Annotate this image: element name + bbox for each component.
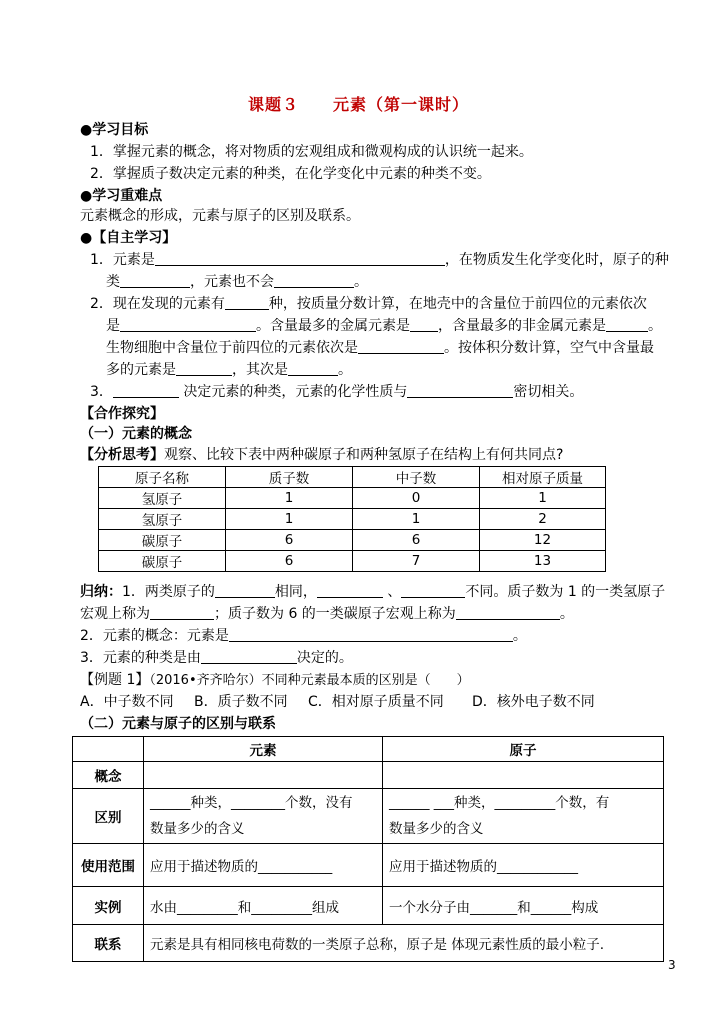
table-row (99, 551, 606, 572)
table-header-cell: 相对原子质量 (480, 467, 606, 488)
summary-text-f: ；质子数为 6 的一类碳原子宏观上称为 (214, 606, 456, 622)
blank[interactable] (155, 250, 445, 266)
concept-text-b: 。 (512, 628, 527, 644)
summary-label: 归纳： (80, 584, 122, 600)
element-atom-table (72, 736, 664, 962)
table-cell: 6 (353, 530, 480, 551)
q2-text-f: 。 (648, 318, 662, 334)
section-2-heading: （二）元素与原子的区别与联系 (80, 716, 276, 732)
option-b[interactable]: B．质子数不同 (194, 694, 288, 710)
q1-text-d: ，元素也不会 (190, 274, 274, 290)
self-study-q2-line4 (106, 360, 706, 380)
table-cell: 7 (353, 551, 480, 572)
summary-text-g: 。 (559, 606, 574, 622)
table-row (73, 844, 664, 887)
blank[interactable] (225, 294, 269, 310)
self-study-heading: ●【自主学习】 (80, 230, 177, 246)
self-study-q1-line1 (90, 250, 690, 270)
q2-text-a: 2．现在发现的元素有 (90, 296, 225, 312)
key-points-text: 元素概念的形成，元素与原子的区别及联系。 (80, 208, 360, 224)
table-cell: 0 (353, 488, 480, 509)
kind-line (80, 648, 680, 668)
blank[interactable] (456, 604, 560, 620)
option-a[interactable]: A．中子数不同 (80, 694, 174, 710)
concept-line (80, 626, 680, 646)
summary-line-1 (80, 582, 680, 602)
q2-text-c: 是 (106, 318, 120, 334)
table-row (99, 509, 606, 530)
cell-text: 数量多少的含义 (150, 821, 245, 837)
q1-text-a: 1．元素是 (90, 252, 155, 268)
table-cell: 6 (226, 551, 353, 572)
table-cell (144, 789, 383, 844)
row-header-link: 联系 (73, 925, 144, 962)
q2-text-d: 。含量最多的金属元素是 (256, 318, 410, 334)
table-cell: 6 (226, 530, 353, 551)
blank[interactable] (120, 272, 190, 288)
table-header-row (73, 737, 664, 762)
q3-text-c: 密切相关。 (513, 384, 584, 400)
blank[interactable] (410, 316, 438, 332)
analysis-text: 观察、比较下表中两种碳原子和两种氢原子在结构上有何共同点? (164, 447, 564, 463)
blank[interactable] (201, 648, 297, 664)
section-1-heading: （一）元素的概念 (80, 426, 192, 442)
q1-text-c: 类 (106, 274, 120, 290)
self-study-q3 (90, 382, 690, 402)
table-row (99, 488, 606, 509)
table-cell: 应用于描述物质的___________ (144, 844, 383, 887)
blank[interactable] (120, 316, 256, 332)
q3-text-b: 决定元素的种类，元素的化学性质与 (178, 384, 408, 400)
blank[interactable] (358, 338, 444, 354)
self-study-q2-line1 (90, 294, 690, 314)
blank[interactable] (288, 360, 338, 376)
cell-text: ______ ___种类，_________个数，有 (389, 795, 610, 811)
table-cell: 应用于描述物质的____________ (383, 844, 664, 887)
summary-text-a: 1．两类原子的 (122, 584, 215, 600)
summary-text-e: 宏观上称为 (80, 606, 150, 622)
self-study-q2-line3 (106, 338, 706, 358)
option-d[interactable]: D．核外电子数不同 (472, 694, 595, 710)
blank[interactable] (274, 272, 354, 288)
summary-text-c: 、 (382, 584, 402, 600)
q2-text-i: 多的元素是 (106, 362, 176, 378)
row-header-scope: 使用范围 (73, 844, 144, 887)
cell-text: 数量多少的含义 (389, 821, 484, 837)
table-row (99, 530, 606, 551)
q2-text-g: 生物细胞中含量位于前四位的元素依次是 (106, 340, 358, 356)
example-label: 【例题 1】 (80, 672, 150, 688)
table-cell: 氢原子 (99, 509, 226, 530)
table-cell: 碳原子 (99, 551, 226, 572)
blank[interactable] (176, 360, 232, 376)
row-header-difference: 区别 (73, 789, 144, 844)
blank[interactable] (215, 582, 275, 598)
summary-text-b: 相同， (274, 584, 317, 600)
blank[interactable] (113, 382, 179, 398)
table-cell[interactable] (383, 762, 664, 789)
q1-text-e: 。 (354, 274, 368, 290)
table-row (73, 762, 664, 789)
example-question (80, 670, 680, 690)
row-header-example: 实例 (73, 887, 144, 925)
example-options (80, 692, 680, 712)
kind-text-a: 3．元素的种类是由 (80, 650, 201, 666)
table-row (73, 887, 664, 925)
q2-text-h: 。按体积分数计算，空气中含量最 (444, 340, 654, 356)
table-cell: 氢原子 (99, 488, 226, 509)
concept-text-a: 2．元素的概念：元素是 (80, 628, 229, 644)
table-cell: 水由_________和_________组成 (144, 887, 383, 925)
column-header-atom: 原子 (383, 737, 664, 762)
table-cell: 元素是具有相同核电荷数的一类原子总称，原子是 体现元素性质的最小粒子. (144, 925, 664, 962)
q2-text-k: 。 (338, 362, 352, 378)
row-header-concept: 概念 (73, 762, 144, 789)
q1-text-b: ，在物质发生化学变化时，原子的种 (444, 252, 669, 268)
page-number: 3 (668, 958, 676, 972)
blank[interactable] (229, 626, 513, 642)
table-cell (383, 789, 664, 844)
table-header-row (99, 467, 606, 488)
table-cell[interactable] (144, 762, 383, 789)
self-study-q1-line2 (106, 272, 706, 292)
summary-text-d: 不同。质子数为 1 的一类氢原子 (465, 584, 666, 600)
table-corner-cell (73, 737, 144, 762)
goal-1: 1．掌握元素的概念，将对物质的宏观组成和微观构成的认识统一起来。 (90, 144, 533, 160)
table-header-cell: 中子数 (353, 467, 480, 488)
analysis-prompt (80, 445, 680, 465)
table-cell: 1 (353, 509, 480, 530)
table-cell: 1 (480, 488, 606, 509)
analysis-label: 【分析思考】 (80, 447, 164, 463)
table-cell: 1 (226, 509, 353, 530)
table-cell: 13 (480, 551, 606, 572)
blank[interactable] (317, 582, 383, 598)
blank[interactable] (407, 382, 513, 398)
q2-text-j: ，其次是 (232, 362, 288, 378)
table-header-cell: 原子名称 (99, 467, 226, 488)
table-cell: 碳原子 (99, 530, 226, 551)
q2-text-b: 种，按质量分数计算，在地壳中的含量位于前四位的元素依次 (268, 296, 647, 312)
q3-text-a: 3． (90, 384, 113, 400)
learning-goals-heading: ●学习目标 (80, 122, 149, 138)
kind-text-b: 决定的。 (296, 650, 353, 666)
q2-text-e: ，含量最多的非金属元素是 (438, 318, 606, 334)
table-cell: 2 (480, 509, 606, 530)
page-title: 课题３ 元素（第一课时） (247, 95, 469, 114)
summary-line-2 (80, 604, 680, 624)
self-study-q2-line2 (106, 316, 706, 336)
table-cell: 1 (226, 488, 353, 509)
option-c[interactable]: C．相对原子质量不同 (308, 694, 444, 710)
column-header-element: 元素 (144, 737, 383, 762)
atom-comparison-table (98, 466, 606, 572)
table-cell: 12 (480, 530, 606, 551)
key-points-heading: ●学习重难点 (80, 188, 163, 204)
blank[interactable] (401, 582, 465, 598)
goal-2: 2．掌握质子数决定元素的种类，在化学变化中元素的种类不变。 (90, 166, 491, 182)
table-row (73, 789, 664, 844)
cooperation-heading: 【合作探究】 (80, 406, 164, 422)
blank[interactable] (606, 316, 648, 332)
blank[interactable] (150, 604, 214, 620)
table-row (73, 925, 664, 962)
table-cell: 一个水分子由_______和______构成 (383, 887, 664, 925)
example-text: （2016•齐齐哈尔）不同种元素最本质的区别是（ ） (149, 673, 470, 688)
table-header-cell: 质子数 (226, 467, 353, 488)
cell-text: ______种类，________个数，没有 (150, 795, 353, 811)
